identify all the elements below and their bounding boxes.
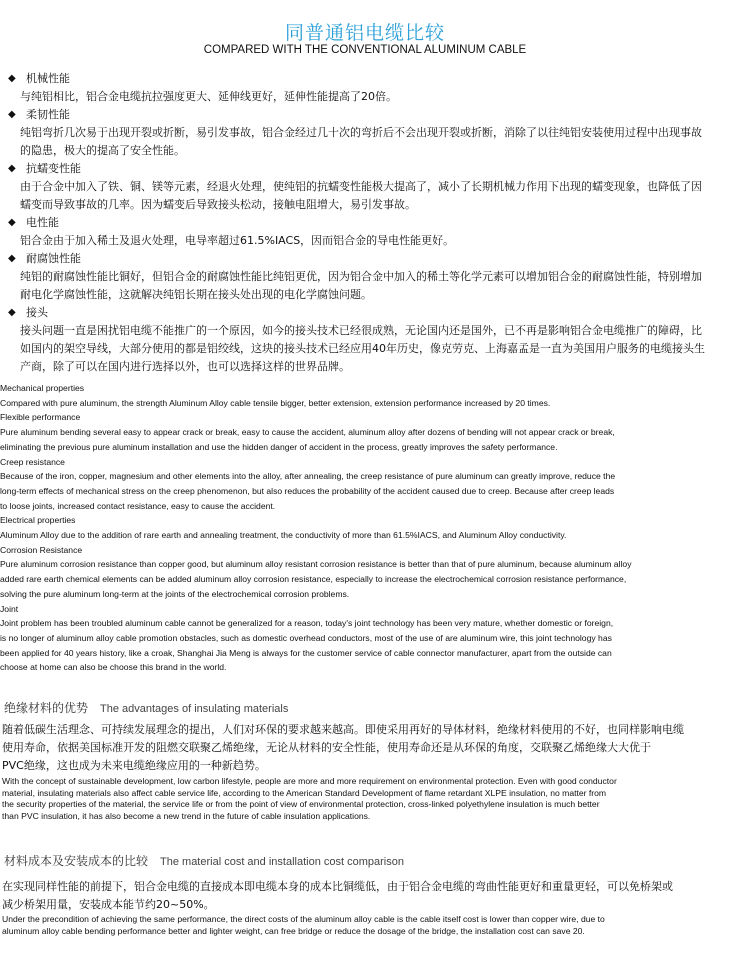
property-title-cn: 抗蠕变性能 <box>26 162 81 175</box>
property-text-line-en: to loose joints, increased contact resistance, easy to cause the accident. <box>0 500 276 511</box>
property-text-line-en: Joint problem has been troubled aluminum cable cannot be generalized for a reason, today's joint technology has been very mature, whether domestic or foreign, <box>0 618 614 629</box>
cost-line-en: aluminum alloy cable bending performance better and lighter weight, can free bridge or reduce the dosage of the bridge, the installation cost can save 20. <box>2 925 585 936</box>
property-heading-cn <box>6 304 726 322</box>
cost-line-cn: 减少桥架用量，安装成本能节约20~50%。 <box>2 898 215 911</box>
property-text-line-cn: 产商，除了可以在国内进行选择以外，也可以选择这样的世界品牌。 <box>20 360 350 373</box>
diamond-bullet-icon: ◆ <box>8 73 16 84</box>
property-title-en: Joint <box>0 603 19 614</box>
property-heading-cn <box>6 70 726 88</box>
insulation-text-en <box>2 776 726 822</box>
diamond-bullet-icon: ◆ <box>8 109 16 120</box>
insulation-line-cn: PVC绝缘，这也成为未来电缆绝缘应用的一种新趋势。 <box>2 759 266 772</box>
property-text-line-cn: 如国内的架空导线，大部分使用的都是铝绞线，这块的接头技术已经应用40年历史，像克劳克、上海嘉孟是一直为美国用户服务的电缆接头生 <box>20 342 705 355</box>
property-text-line-en: solving the pure aluminum long-term at the joints of the electrochemical corrosion problems. <box>0 588 350 599</box>
property-title-cn: 柔韧性能 <box>26 108 70 121</box>
property-text-line-cn: 的隐患，极大的提高了安全性能。 <box>20 144 185 157</box>
cost-title-en: The material cost and installation cost comparison <box>160 856 404 868</box>
property-text-line-en: been applied for 40 years history, like a croak, Shanghai Jia Meng is always for the customer service of cable connector manufacturer, apart from the outside can <box>0 647 612 658</box>
insulation-line-cn: 随着低碳生活理念、可持续发展理念的提出，人们对环保的要求越来越高。即使采用再好的导体材料，绝缘材料使用的不好，也同样影响电缆 <box>2 723 684 736</box>
diamond-bullet-icon: ◆ <box>8 307 16 318</box>
property-text-line-en: added rare earth chemical elements can be added aluminum alloy corrosion resistance, especially to increase the electrochemical corrosion resistance performance, <box>0 574 627 585</box>
property-heading-cn <box>6 106 726 124</box>
property-text-line-en: choose at home can also be choose this brand in the world. <box>0 662 227 673</box>
property-text-line-cn: 与纯铝相比，铝合金电缆抗拉强度更大、延伸线更好，延伸性能提高了20倍。 <box>20 90 397 103</box>
property-heading-cn <box>6 214 726 232</box>
properties-en-list <box>0 381 726 675</box>
insulation-line-cn: 使用寿命，依据美国标准开发的阻燃交联聚乙烯绝缘，无论从材料的安全性能，使用寿命还是从环保的角度，交联聚乙烯绝缘大大优于 <box>2 741 651 754</box>
insulation-line-en: With the concept of sustainable development, low carbon lifestyle, people are more and more requirement on environmental protection. Even with good conductor <box>2 776 617 786</box>
property-text-line-cn: 纯铝的耐腐蚀性能比铜好，但铝合金的耐腐蚀性能比纯铝更优，因为铝合金中加入的稀土等化学元素可以增加铝合金的耐腐蚀性能，特别增加 <box>20 270 702 283</box>
property-text-line-en: is no longer of aluminum alloy cable promotion obstacles, such as domestic overhead conductors, most of the use of are aluminum wire, this joint technology has <box>0 632 612 643</box>
cost-text-en <box>2 914 726 937</box>
cost-heading <box>4 852 404 869</box>
property-text-line-cn: 由于合金中加入了铁、铜、镁等元素，经退火处理，使纯铝的抗蠕变性能极大提高了，减小了长期机械力作用下出现的蠕变现象，也降低了因 <box>20 180 702 193</box>
insulation-title-cn: 绝缘材料的优势 <box>4 701 89 715</box>
property-text-line-en: eliminating the previous pure aluminum installation and use the hidden danger of accident in the process, greatly improves the safety performance. <box>0 441 558 452</box>
diamond-bullet-icon: ◆ <box>8 163 16 174</box>
insulation-title-en: The advantages of insulating materials <box>100 703 289 715</box>
cost-text-cn <box>2 878 726 914</box>
property-text-line-en: Compared with pure aluminum, the strength Aluminum Alloy cable tensile bigger, better extension, extension performance increased by 20 times. <box>0 397 551 408</box>
properties-cn-list <box>6 70 726 376</box>
cost-line-en: Under the precondition of achieving the same performance, the direct costs of the aluminum alloy cable is the cable itself cost is lower than copper wire, due to <box>2 914 605 924</box>
property-title-en: Corrosion Resistance <box>0 544 83 555</box>
property-text-line-en: Pure aluminum bending several easy to appear crack or break, easy to cause the accident, aluminum alloy after dozens of bending will not appear crack or break, <box>0 427 615 438</box>
property-title-cn: 耐腐蚀性能 <box>26 252 81 265</box>
property-text-line-cn: 接头问题一直是困扰铝电缆不能推广的一个原因，如今的接头技术已经很成熟，无论国内还是国外，已不再是影响铝合金电缆推广的障碍，比 <box>20 324 702 337</box>
insulation-line-en: material, insulating materials also affect cable service life, according to the American Standard Development of flame retardant XLPE insulation, no matter from <box>2 787 607 798</box>
property-title-cn: 接头 <box>26 306 48 319</box>
property-heading-cn <box>6 160 726 178</box>
property-title-cn: 电性能 <box>26 216 59 229</box>
property-title-cn: 机械性能 <box>26 72 70 85</box>
cost-line-cn: 在实现同样性能的前提下，铝合金电缆的直接成本即电缆本身的成本比铜缆低，由于铝合金电缆的弯曲性能更好和重量更轻，可以免桥架或 <box>2 880 673 893</box>
property-title-en: Flexible performance <box>0 412 81 423</box>
property-title-en: Mechanical properties <box>0 383 85 393</box>
property-title-en: Electrical properties <box>0 515 76 526</box>
property-text-line-en: Aluminum Alloy due to the addition of rare earth and annealing treatment, the conductivity of more than 61.5%IACS, and Aluminum Alloy conductivity. <box>0 530 567 541</box>
page-title: 同普通铝电缆比较 <box>284 22 445 44</box>
property-text-line-en: Because of the iron, copper, magnesium and other elements into the alloy, after annealing, the creep resistance of pure aluminum can greatly improve, reduce the <box>0 471 616 482</box>
property-text-line-en: Pure aluminum corrosion resistance than copper good, but aluminum alloy resistant corrosion resistance is better than that of pure aluminum, because aluminum alloy <box>0 559 632 570</box>
property-heading-cn <box>6 250 726 268</box>
property-text-line-en: long-term effects of mechanical stress on the creep phenomenon, but also reduces the probability of the accident caused due to creep. Because after creep leads <box>0 485 615 496</box>
insulation-heading <box>4 699 288 716</box>
property-text-line-cn: 蠕变而导致事故的几率。因为蠕变后导致接头松动，接触电阻增大，易引发事故。 <box>20 198 416 211</box>
insulation-text-cn <box>2 721 726 775</box>
property-text-line-cn: 耐电化学腐蚀性能，这就解决纯铝长期在接头处出现的电化学腐蚀问题。 <box>20 288 372 301</box>
property-title-en: Creep resistance <box>0 456 65 467</box>
cost-title-cn: 材料成本及安装成本的比较 <box>4 854 149 868</box>
diamond-bullet-icon: ◆ <box>8 253 16 264</box>
diamond-bullet-icon: ◆ <box>8 217 16 228</box>
insulation-line-en: than PVC insulation, it has also become a new trend in the future of cable insulation applications. <box>2 810 371 821</box>
insulation-line-en: the security properties of the material, the service life or from the point of view of environmental protection, cross-linked polyethylene insulation is much better <box>2 799 600 809</box>
page-subtitle: COMPARED WITH THE CONVENTIONAL ALUMINUM CABLE <box>203 44 527 56</box>
property-text-line-cn: 铝合金由于加入稀土及退火处理，电导率超过61.5%IACS，因而铝合金的导电性能更好。 <box>20 234 455 247</box>
property-text-line-cn: 纯铝弯折几次易于出现开裂或折断，易引发事故，铝合金经过几十次的弯折后不会出现开裂或折断，消除了以往纯铝安装使用过程中出现事故 <box>20 126 702 139</box>
